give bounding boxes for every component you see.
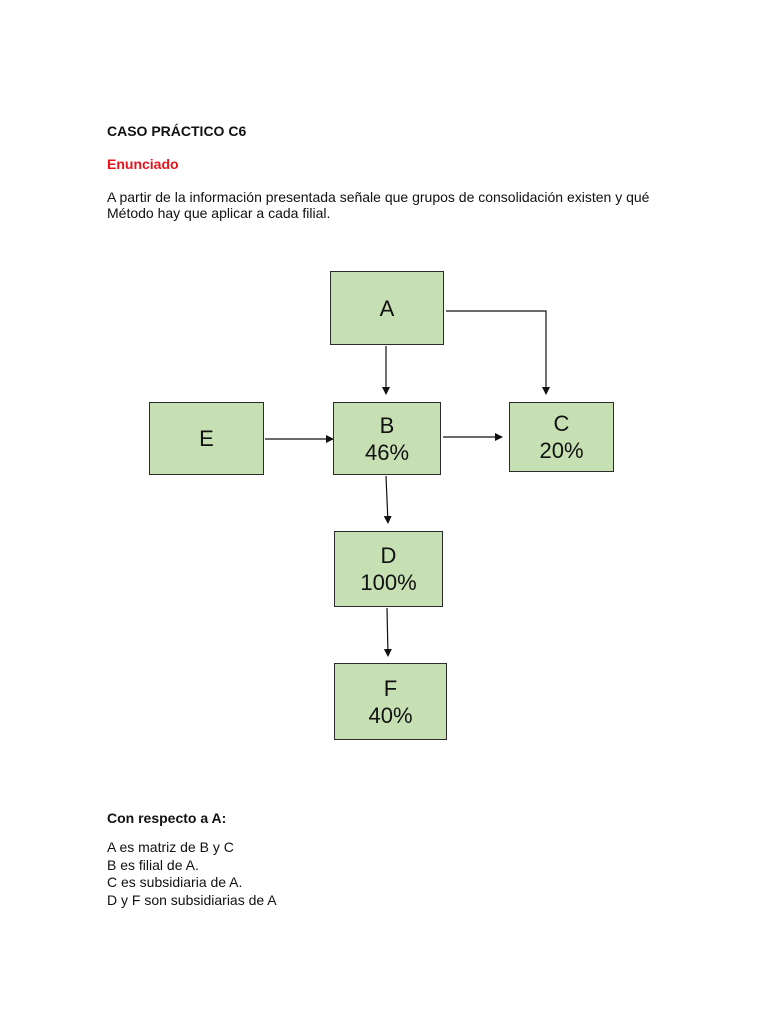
edge-d-to-f	[387, 608, 388, 656]
node-c	[509, 402, 614, 472]
node-e-label: E	[199, 426, 214, 451]
edge-b-to-d	[386, 476, 388, 523]
node-b-label: B	[379, 412, 395, 438]
node-d-label: D	[380, 543, 397, 568]
document-title: CASO PRÁCTICO C6	[107, 123, 247, 139]
node-e	[149, 402, 264, 475]
node-d-percent: 100%	[360, 570, 417, 595]
answer-line: B es filial de A.	[107, 856, 199, 873]
answer-list	[107, 839, 277, 909]
node-a-label: A	[379, 295, 395, 321]
node-c-label: C	[553, 411, 570, 436]
statement-line: A partir de la información presentada señale que grupos de consolidación existen y qué	[107, 189, 650, 205]
node-b	[333, 402, 441, 475]
section-heading-enunciado: Enunciado	[107, 156, 179, 172]
answer-line: A es matriz de B y C	[107, 839, 234, 855]
answer-line: C es subsidiaria de A.	[107, 874, 243, 890]
node-a	[330, 271, 444, 345]
edge-a-to-c	[446, 311, 546, 394]
statement-line: Método hay que aplicar a cada filial.	[107, 205, 331, 221]
answer-line: D y F son subsidiarias de A	[107, 891, 277, 908]
node-f	[334, 663, 447, 740]
node-f-percent: 40%	[368, 702, 413, 728]
node-c-percent: 20%	[539, 438, 584, 463]
answer-heading: Con respecto a A:	[107, 810, 227, 826]
node-f-label: F	[383, 675, 398, 701]
node-b-percent: 46%	[364, 439, 410, 465]
node-d	[334, 531, 443, 607]
